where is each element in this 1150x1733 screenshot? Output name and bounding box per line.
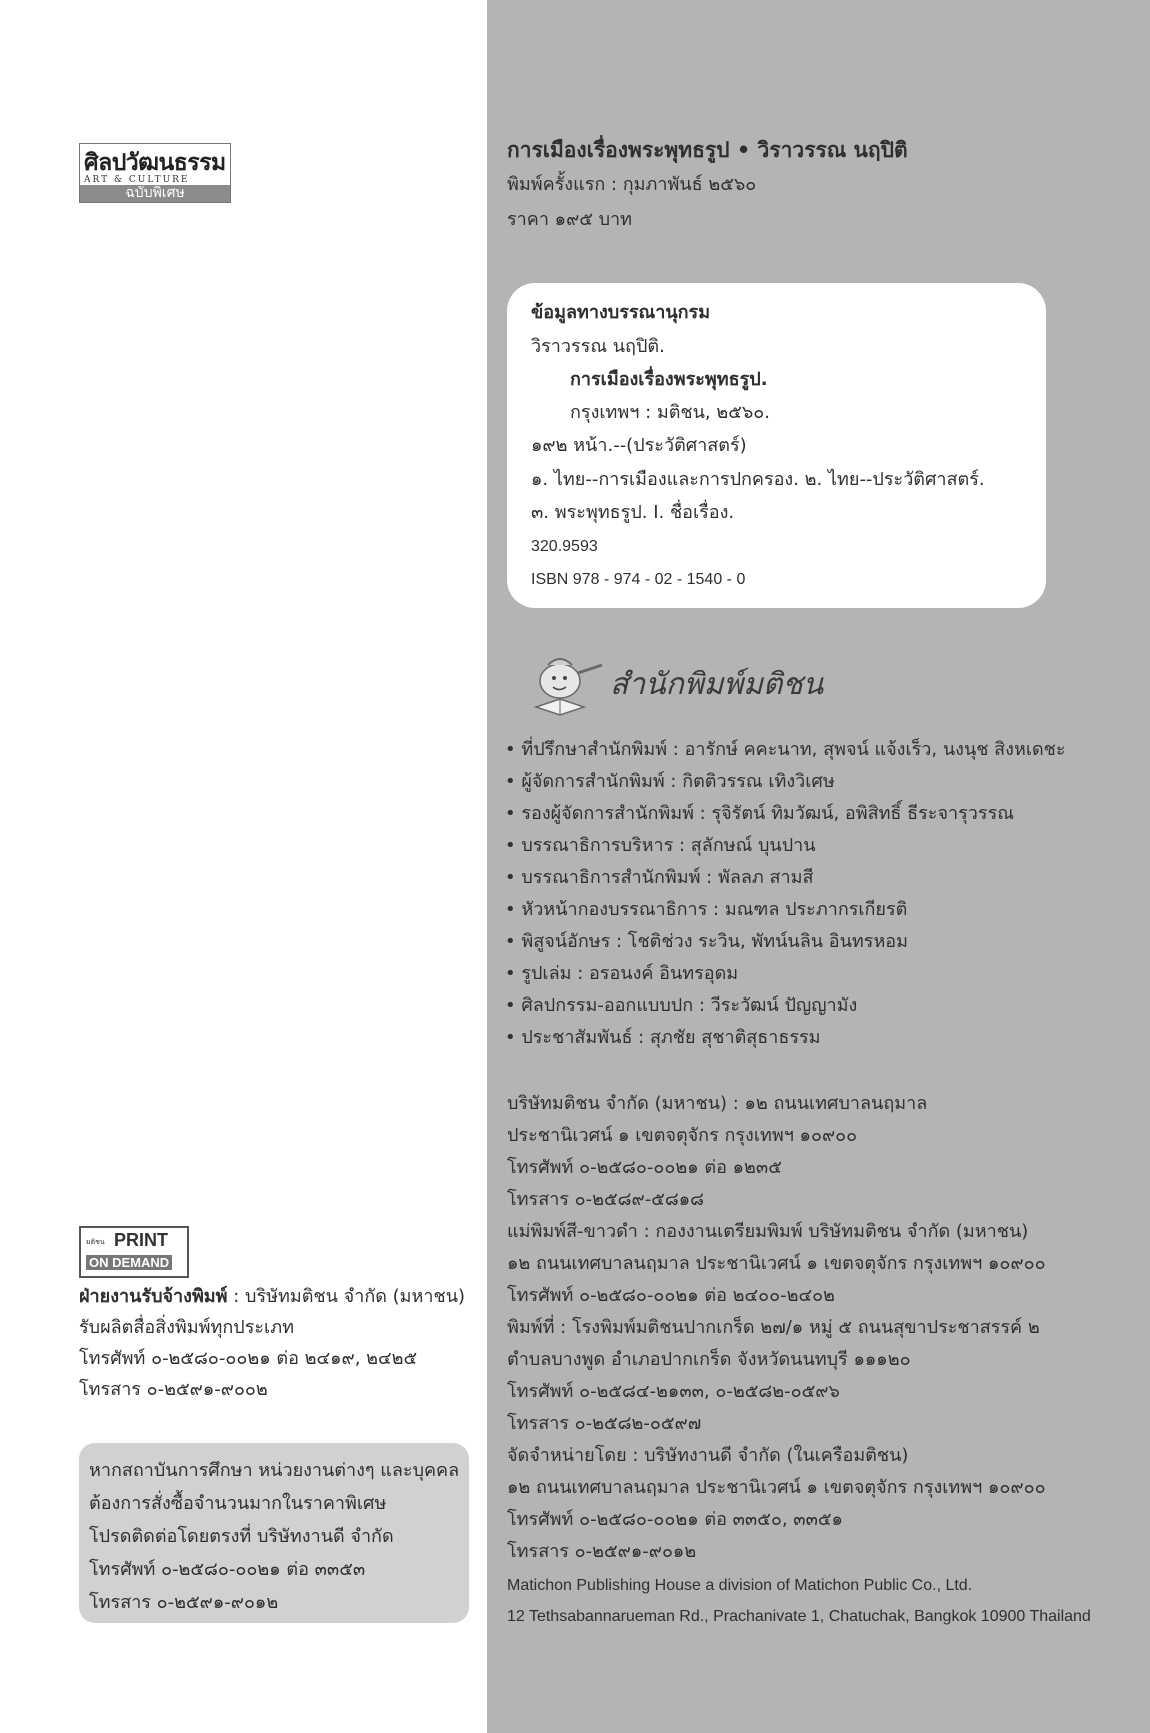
- company-line: โทรสาร ๐-๒๕๘๒-๐๕๙๗: [507, 1413, 702, 1434]
- print-on-demand-logo: [79, 1226, 189, 1278]
- catalog-subjects: ๓. พระพุทธรูป. I. ชื่อเรื่อง.: [531, 502, 735, 523]
- print-service-line: โทรสาร ๐-๒๕๙๑-๙๐๐๒: [79, 1379, 268, 1400]
- staff-line: • ที่ปรึกษาสำนักพิมพ์ : อารักษ์ คคะนาท, สุพจน์ แจ้งเร็ว, นงนุช สิงหเดชะ: [505, 739, 1066, 760]
- company-line: บริษัทมติชน จำกัด (มหาชน) : ๑๒ ถนนเทศบาลนฤมาล: [507, 1093, 928, 1114]
- price-line: ราคา ๑๙๕ บาท: [507, 209, 632, 230]
- bulk-order-line: หากสถาบันการศึกษา หน่วยงานต่างๆ และบุคคล: [89, 1460, 460, 1481]
- catalog-title: การเมืองเรื่องพระพุทธรูป.: [570, 369, 768, 390]
- staff-line: • ประชาสัมพันธ์ : สุภชัย สุชาติสุธาธรรม: [505, 1027, 821, 1048]
- company-line: จัดจำหน่ายโดย : บริษัทงานดี จำกัด (ในเครือมติชน): [507, 1445, 909, 1466]
- english-address-line: 12 Tethsabannarueman Rd., Prachanivate 1, Chatuchak, Bangkok 10900 Thailand: [507, 1608, 1091, 1625]
- bulk-order-line: โทรศัพท์ ๐-๒๕๘๐-๐๐๒๑ ต่อ ๓๓๕๓: [89, 1559, 366, 1580]
- staff-line: • ศิลปกรรม-ออกแบบปก : วีระวัฒน์ ปัญญามัง: [505, 995, 858, 1016]
- print-service-heading-bold: ฝ่ายงานรับจ้างพิมพ์: [79, 1286, 228, 1307]
- publisher-logo: [522, 645, 842, 725]
- company-line: ประชานิเวศน์ ๑ เขตจตุจักร กรุงเทพฯ ๑๐๙๐๐: [507, 1125, 858, 1146]
- catalog-subjects: ๑. ไทย--การเมืองและการปกครอง. ๒. ไทย--ประวัติศาสตร์.: [531, 469, 985, 490]
- company-line: โทรสาร ๐-๒๕๙๑-๙๐๑๒: [507, 1541, 697, 1562]
- company-line: ๑๒ ถนนเทศบาลนฤมาล ประชานิเวศน์ ๑ เขตจตุจักร กรุงเทพฯ ๑๐๙๐๐: [507, 1253, 1046, 1274]
- staff-line: • พิสูจน์อักษร : โชติช่วง ระวิน, พัทน์นลิน อินทรหอม: [505, 931, 908, 952]
- company-line: พิมพ์ที่ : โรงพิมพ์มติชนปากเกร็ด ๒๗/๑ หมู่ ๕ ถนนสุขาประชาสรรค์ ๒: [507, 1317, 1040, 1338]
- publisher-logo-text: สำนักพิมพ์มติชน: [610, 667, 824, 702]
- staff-line: • บรรณาธิการสำนักพิมพ์ : พัลลภ สามสี: [505, 867, 814, 888]
- catalog-author: วิราวรรณ นฤปิติ.: [531, 336, 665, 357]
- pod-print-text: PRINT: [114, 1230, 168, 1250]
- catalog-isbn: ISBN 978 - 974 - 02 - 1540 - 0: [531, 571, 746, 588]
- company-line: โทรสาร ๐-๒๕๘๙-๕๘๑๘: [507, 1189, 705, 1210]
- print-service-line: รับผลิตสื่อสิ่งพิมพ์ทุกประเภท: [79, 1317, 294, 1338]
- company-line: โทรศัพท์ ๐-๒๕๘๔-๒๑๓๓, ๐-๒๕๘๒-๐๕๙๖: [507, 1381, 840, 1402]
- edition-line: พิมพ์ครั้งแรก : กุมภาพันธ์ ๒๕๖๐: [507, 174, 757, 195]
- staff-line: • ผู้จัดการสำนักพิมพ์ : กิตติวรรณ เทิงวิเศษ: [505, 771, 835, 792]
- bulk-order-line: โปรดติดต่อโดยตรงที่ บริษัทงานดี จำกัด: [89, 1526, 394, 1547]
- staff-line: • รองผู้จัดการสำนักพิมพ์ : รุจิรัตน์ ทิมวัฒน์, อพิสิทธิ์ ธีระจารุวรรณ: [505, 803, 1014, 824]
- company-line: ตำบลบางพูด อำเภอปากเกร็ด จังหวัดนนทบุรี ๑๑๑๒๐: [507, 1349, 911, 1370]
- logo-title: ศิลปวัฒนธรรม: [84, 149, 226, 176]
- staff-line: • รูปเล่ม : อรอนงค์ อินทรอุดม: [505, 963, 739, 984]
- book-title-header: การเมืองเรื่องพระพุทธรูป • วิราวรรณ นฤปิติ: [507, 138, 908, 162]
- logo-band: ฉบับพิเศษ: [80, 185, 230, 202]
- print-service-line: โทรศัพท์ ๐-๒๕๘๐-๐๐๒๑ ต่อ ๒๔๑๙, ๒๔๒๕: [79, 1348, 418, 1369]
- company-line: แม่พิมพ์สี-ขาวดำ : กองงานเตรียมพิมพ์ บริษัทมติชน จำกัด (มหาชน): [507, 1221, 1029, 1242]
- bulk-order-line: ต้องการสั่งซื้อจำนวนมากในราคาพิเศษ: [89, 1493, 387, 1514]
- bulk-order-line: โทรสาร ๐-๒๕๙๑-๙๐๑๒: [89, 1592, 279, 1613]
- english-publisher-line: Matichon Publishing House a division of Matichon Public Co., Ltd.: [507, 1577, 973, 1594]
- logo-subtitle: ART & CULTURE: [84, 175, 190, 185]
- catalog-heading: ข้อมูลทางบรรณานุกรม: [531, 302, 711, 323]
- pod-small-text: มติชน: [86, 1238, 105, 1246]
- pod-on-demand-text: ON DEMAND: [86, 1255, 172, 1270]
- company-line: ๑๒ ถนนเทศบาลนฤมาล ประชานิเวศน์ ๑ เขตจตุจักร กรุงเทพฯ ๑๐๙๐๐: [507, 1477, 1046, 1498]
- catalog-pages: ๑๙๒ หน้า.--(ประวัติศาสตร์): [531, 435, 747, 456]
- staff-line: • บรรณาธิการบริหาร : สุลักษณ์ บุนปาน: [505, 835, 816, 856]
- catalog-class-number: 320.9593: [531, 538, 598, 555]
- company-line: โทรศัพท์ ๐-๒๕๘๐-๐๐๒๑ ต่อ ๒๔๐๐-๒๔๐๒: [507, 1285, 835, 1306]
- catalog-place: กรุงเทพฯ : มติชน, ๒๕๖๐.: [570, 402, 770, 423]
- company-line: โทรศัพท์ ๐-๒๕๘๐-๐๐๒๑ ต่อ ๓๓๕๐, ๓๓๕๑: [507, 1509, 843, 1530]
- print-service-heading-rest: : บริษัทมติชน จำกัด (มหาชน): [227, 1286, 466, 1307]
- print-service-heading: [79, 1284, 465, 1310]
- staff-line: • หัวหน้ากองบรรณาธิการ : มณฑล ประภากรเกียรติ: [505, 899, 908, 920]
- company-line: โทรศัพท์ ๐-๒๕๘๐-๐๐๒๑ ต่อ ๑๒๓๕: [507, 1157, 782, 1178]
- magazine-logo: [79, 143, 231, 203]
